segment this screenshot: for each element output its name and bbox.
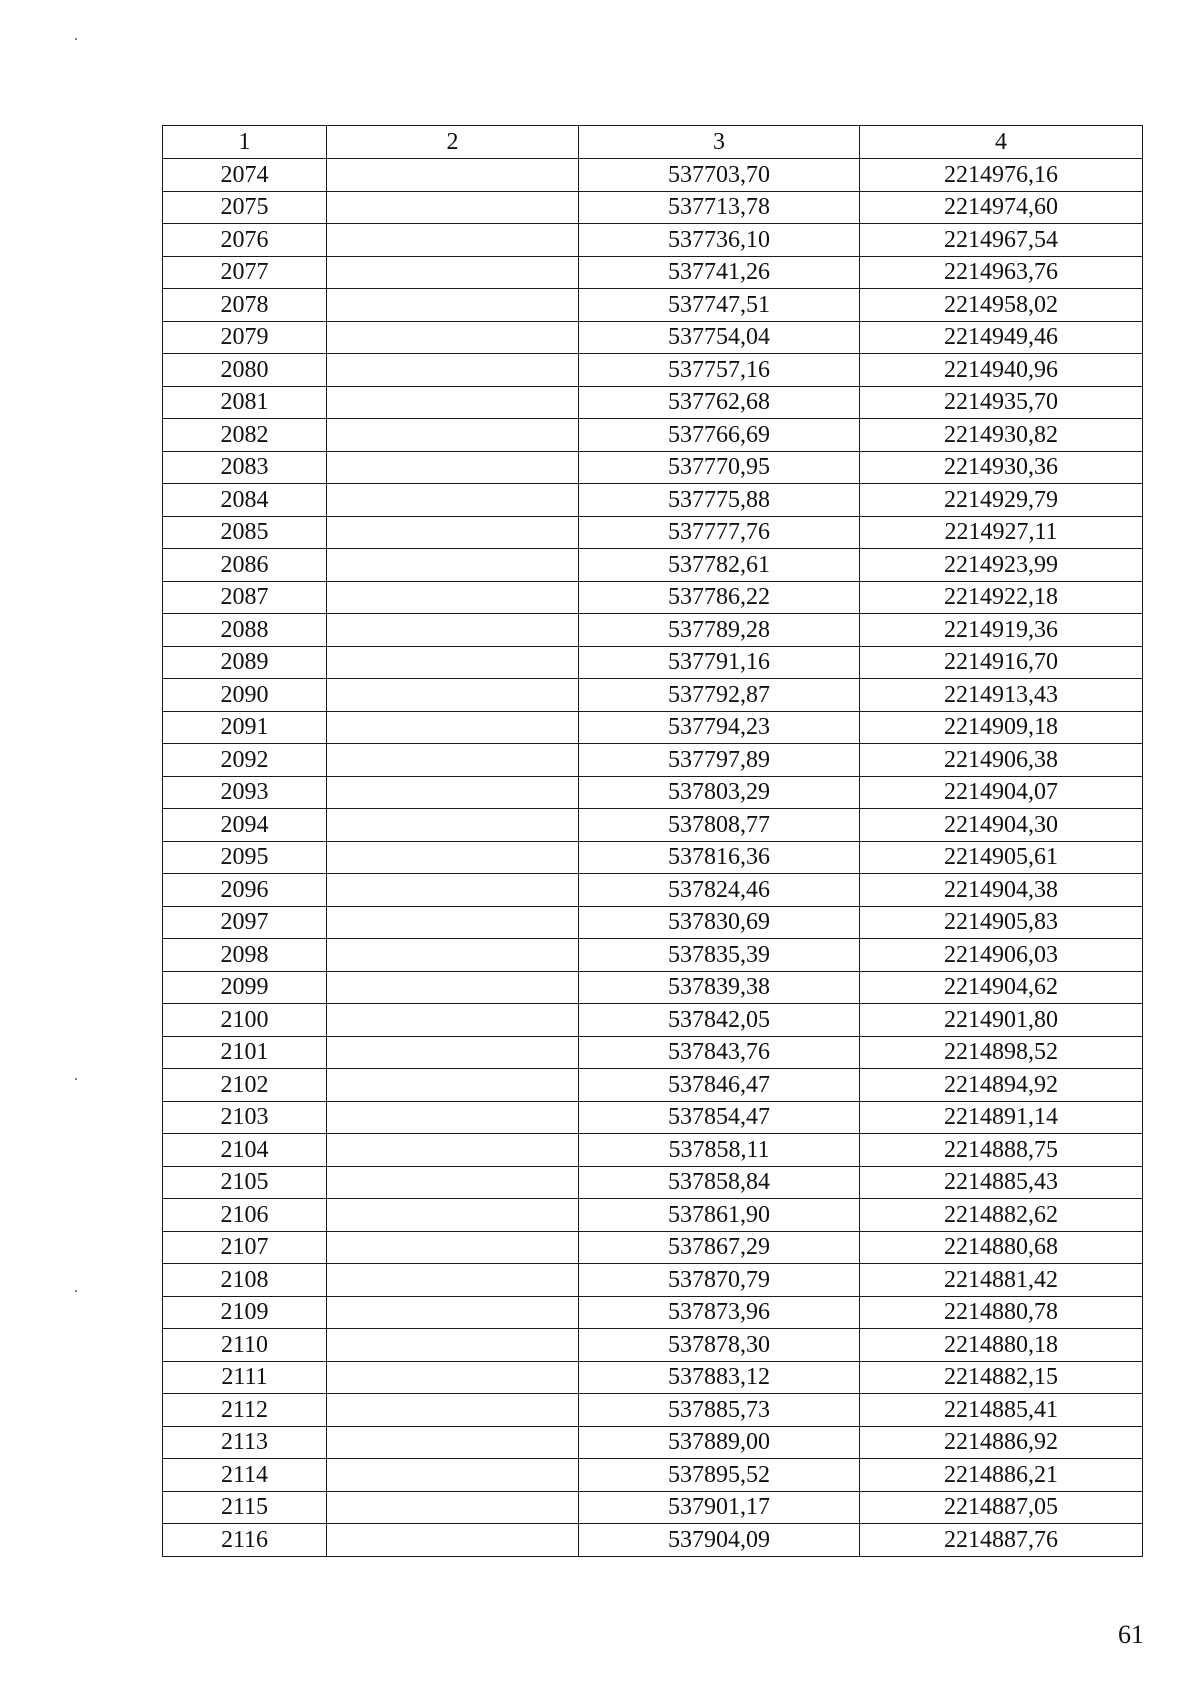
description-cell bbox=[327, 1199, 579, 1232]
table-row bbox=[163, 1199, 1143, 1232]
description-cell bbox=[327, 321, 579, 354]
table-row bbox=[163, 1394, 1143, 1427]
description-cell bbox=[327, 1134, 579, 1167]
point-number-cell: 2089 bbox=[163, 646, 327, 679]
scan-speck bbox=[75, 1290, 77, 1292]
table-row bbox=[163, 841, 1143, 874]
point-number-cell: 2086 bbox=[163, 549, 327, 582]
y-coordinate-cell: 2214887,05 bbox=[860, 1491, 1143, 1524]
y-coordinate-cell: 2214880,18 bbox=[860, 1329, 1143, 1362]
y-coordinate-cell: 2214887,76 bbox=[860, 1524, 1143, 1557]
point-number-cell: 2091 bbox=[163, 711, 327, 744]
table-row bbox=[163, 776, 1143, 809]
table-row bbox=[163, 1004, 1143, 1037]
table-row bbox=[163, 386, 1143, 419]
x-coordinate-cell: 537842,05 bbox=[579, 1004, 860, 1037]
y-coordinate-cell: 2214913,43 bbox=[860, 679, 1143, 712]
y-coordinate-cell: 2214922,18 bbox=[860, 581, 1143, 614]
table-row bbox=[163, 874, 1143, 907]
description-cell bbox=[327, 1459, 579, 1492]
description-cell bbox=[327, 191, 579, 224]
y-coordinate-cell: 2214891,14 bbox=[860, 1101, 1143, 1134]
table-row bbox=[163, 1231, 1143, 1264]
table-row bbox=[163, 451, 1143, 484]
description-cell bbox=[327, 354, 579, 387]
description-cell bbox=[327, 1231, 579, 1264]
description-cell bbox=[327, 874, 579, 907]
description-cell bbox=[327, 516, 579, 549]
table-row bbox=[163, 321, 1143, 354]
y-coordinate-cell: 2214940,96 bbox=[860, 354, 1143, 387]
column-header: 3 bbox=[579, 126, 860, 159]
y-coordinate-cell: 2214886,21 bbox=[860, 1459, 1143, 1492]
x-coordinate-cell: 537762,68 bbox=[579, 386, 860, 419]
description-cell bbox=[327, 581, 579, 614]
x-coordinate-cell: 537854,47 bbox=[579, 1101, 860, 1134]
description-cell bbox=[327, 1524, 579, 1557]
description-cell bbox=[327, 614, 579, 647]
y-coordinate-cell: 2214909,18 bbox=[860, 711, 1143, 744]
x-coordinate-cell: 537889,00 bbox=[579, 1426, 860, 1459]
description-cell bbox=[327, 1426, 579, 1459]
table-row bbox=[163, 1491, 1143, 1524]
description-cell bbox=[327, 1296, 579, 1329]
x-coordinate-cell: 537858,11 bbox=[579, 1134, 860, 1167]
description-cell bbox=[327, 1069, 579, 1102]
point-number-cell: 2081 bbox=[163, 386, 327, 419]
description-cell bbox=[327, 906, 579, 939]
point-number-cell: 2076 bbox=[163, 224, 327, 257]
description-cell bbox=[327, 711, 579, 744]
y-coordinate-cell: 2214929,79 bbox=[860, 484, 1143, 517]
x-coordinate-cell: 537904,09 bbox=[579, 1524, 860, 1557]
x-coordinate-cell: 537766,69 bbox=[579, 419, 860, 452]
point-number-cell: 2115 bbox=[163, 1491, 327, 1524]
x-coordinate-cell: 537846,47 bbox=[579, 1069, 860, 1102]
x-coordinate-cell: 537835,39 bbox=[579, 939, 860, 972]
description-cell bbox=[327, 1329, 579, 1362]
x-coordinate-cell: 537816,36 bbox=[579, 841, 860, 874]
x-coordinate-cell: 537747,51 bbox=[579, 289, 860, 322]
point-number-cell: 2113 bbox=[163, 1426, 327, 1459]
description-cell bbox=[327, 1004, 579, 1037]
table-row bbox=[163, 419, 1143, 452]
x-coordinate-cell: 537878,30 bbox=[579, 1329, 860, 1362]
description-cell bbox=[327, 549, 579, 582]
x-coordinate-cell: 537873,96 bbox=[579, 1296, 860, 1329]
point-number-cell: 2094 bbox=[163, 809, 327, 842]
x-coordinate-cell: 537703,70 bbox=[579, 159, 860, 192]
description-cell bbox=[327, 1264, 579, 1297]
table-row bbox=[163, 614, 1143, 647]
description-cell bbox=[327, 1361, 579, 1394]
description-cell bbox=[327, 419, 579, 452]
y-coordinate-cell: 2214927,11 bbox=[860, 516, 1143, 549]
x-coordinate-cell: 537792,87 bbox=[579, 679, 860, 712]
table-row bbox=[163, 1069, 1143, 1102]
x-coordinate-cell: 537794,23 bbox=[579, 711, 860, 744]
point-number-cell: 2103 bbox=[163, 1101, 327, 1134]
x-coordinate-cell: 537858,84 bbox=[579, 1166, 860, 1199]
x-coordinate-cell: 537824,46 bbox=[579, 874, 860, 907]
point-number-cell: 2095 bbox=[163, 841, 327, 874]
x-coordinate-cell: 537901,17 bbox=[579, 1491, 860, 1524]
table-row bbox=[163, 581, 1143, 614]
table-row bbox=[163, 1036, 1143, 1069]
point-number-cell: 2088 bbox=[163, 614, 327, 647]
point-number-cell: 2090 bbox=[163, 679, 327, 712]
point-number-cell: 2077 bbox=[163, 256, 327, 289]
table-row bbox=[163, 289, 1143, 322]
description-cell bbox=[327, 841, 579, 874]
description-cell bbox=[327, 1036, 579, 1069]
point-number-cell: 2109 bbox=[163, 1296, 327, 1329]
y-coordinate-cell: 2214882,62 bbox=[860, 1199, 1143, 1232]
column-header: 2 bbox=[327, 126, 579, 159]
description-cell bbox=[327, 386, 579, 419]
x-coordinate-cell: 537803,29 bbox=[579, 776, 860, 809]
table-row bbox=[163, 1459, 1143, 1492]
point-number-cell: 2097 bbox=[163, 906, 327, 939]
point-number-cell: 2092 bbox=[163, 744, 327, 777]
y-coordinate-cell: 2214901,80 bbox=[860, 1004, 1143, 1037]
description-cell bbox=[327, 289, 579, 322]
description-cell bbox=[327, 744, 579, 777]
y-coordinate-cell: 2214886,92 bbox=[860, 1426, 1143, 1459]
table-row bbox=[163, 1361, 1143, 1394]
column-header: 4 bbox=[860, 126, 1143, 159]
x-coordinate-cell: 537843,76 bbox=[579, 1036, 860, 1069]
table-row bbox=[163, 256, 1143, 289]
description-cell bbox=[327, 1166, 579, 1199]
description-cell bbox=[327, 159, 579, 192]
y-coordinate-cell: 2214888,75 bbox=[860, 1134, 1143, 1167]
description-cell bbox=[327, 646, 579, 679]
table-row bbox=[163, 354, 1143, 387]
point-number-cell: 2107 bbox=[163, 1231, 327, 1264]
point-number-cell: 2101 bbox=[163, 1036, 327, 1069]
scan-speck bbox=[75, 1078, 77, 1080]
x-coordinate-cell: 537830,69 bbox=[579, 906, 860, 939]
point-number-cell: 2082 bbox=[163, 419, 327, 452]
y-coordinate-cell: 2214904,38 bbox=[860, 874, 1143, 907]
table-row bbox=[163, 516, 1143, 549]
y-coordinate-cell: 2214963,76 bbox=[860, 256, 1143, 289]
x-coordinate-cell: 537736,10 bbox=[579, 224, 860, 257]
point-number-cell: 2087 bbox=[163, 581, 327, 614]
y-coordinate-cell: 2214905,61 bbox=[860, 841, 1143, 874]
table-row bbox=[163, 191, 1143, 224]
x-coordinate-cell: 537770,95 bbox=[579, 451, 860, 484]
y-coordinate-cell: 2214904,62 bbox=[860, 971, 1143, 1004]
point-number-cell: 2074 bbox=[163, 159, 327, 192]
y-coordinate-cell: 2214904,30 bbox=[860, 809, 1143, 842]
table-row bbox=[163, 809, 1143, 842]
table-row bbox=[163, 1426, 1143, 1459]
x-coordinate-cell: 537870,79 bbox=[579, 1264, 860, 1297]
y-coordinate-cell: 2214881,42 bbox=[860, 1264, 1143, 1297]
description-cell bbox=[327, 256, 579, 289]
description-cell bbox=[327, 1491, 579, 1524]
y-coordinate-cell: 2214894,92 bbox=[860, 1069, 1143, 1102]
x-coordinate-cell: 537775,88 bbox=[579, 484, 860, 517]
table-row bbox=[163, 971, 1143, 1004]
y-coordinate-cell: 2214904,07 bbox=[860, 776, 1143, 809]
y-coordinate-cell: 2214880,78 bbox=[860, 1296, 1143, 1329]
y-coordinate-cell: 2214919,36 bbox=[860, 614, 1143, 647]
description-cell bbox=[327, 1394, 579, 1427]
x-coordinate-cell: 537883,12 bbox=[579, 1361, 860, 1394]
y-coordinate-cell: 2214923,99 bbox=[860, 549, 1143, 582]
table-row bbox=[163, 744, 1143, 777]
point-number-cell: 2075 bbox=[163, 191, 327, 224]
y-coordinate-cell: 2214882,15 bbox=[860, 1361, 1143, 1394]
x-coordinate-cell: 537786,22 bbox=[579, 581, 860, 614]
y-coordinate-cell: 2214935,70 bbox=[860, 386, 1143, 419]
y-coordinate-cell: 2214949,46 bbox=[860, 321, 1143, 354]
description-cell bbox=[327, 451, 579, 484]
point-number-cell: 2085 bbox=[163, 516, 327, 549]
point-number-cell: 2105 bbox=[163, 1166, 327, 1199]
point-number-cell: 2114 bbox=[163, 1459, 327, 1492]
point-number-cell: 2098 bbox=[163, 939, 327, 972]
point-number-cell: 2078 bbox=[163, 289, 327, 322]
y-coordinate-cell: 2214974,60 bbox=[860, 191, 1143, 224]
y-coordinate-cell: 2214885,43 bbox=[860, 1166, 1143, 1199]
table-row bbox=[163, 224, 1143, 257]
description-cell bbox=[327, 224, 579, 257]
table-row bbox=[163, 159, 1143, 192]
table-row bbox=[163, 1264, 1143, 1297]
point-number-cell: 2102 bbox=[163, 1069, 327, 1102]
y-coordinate-cell: 2214967,54 bbox=[860, 224, 1143, 257]
point-number-cell: 2079 bbox=[163, 321, 327, 354]
y-coordinate-cell: 2214880,68 bbox=[860, 1231, 1143, 1264]
table-row bbox=[163, 939, 1143, 972]
y-coordinate-cell: 2214916,70 bbox=[860, 646, 1143, 679]
table-header-row bbox=[163, 126, 1143, 159]
y-coordinate-cell: 2214958,02 bbox=[860, 289, 1143, 322]
point-number-cell: 2110 bbox=[163, 1329, 327, 1362]
x-coordinate-cell: 537741,26 bbox=[579, 256, 860, 289]
x-coordinate-cell: 537861,90 bbox=[579, 1199, 860, 1232]
description-cell bbox=[327, 776, 579, 809]
x-coordinate-cell: 537754,04 bbox=[579, 321, 860, 354]
table-row bbox=[163, 549, 1143, 582]
point-number-cell: 2106 bbox=[163, 1199, 327, 1232]
point-number-cell: 2096 bbox=[163, 874, 327, 907]
column-header: 1 bbox=[163, 126, 327, 159]
table-row bbox=[163, 1296, 1143, 1329]
table-row bbox=[163, 646, 1143, 679]
table-row bbox=[163, 679, 1143, 712]
y-coordinate-cell: 2214906,38 bbox=[860, 744, 1143, 777]
point-number-cell: 2116 bbox=[163, 1524, 327, 1557]
x-coordinate-cell: 537867,29 bbox=[579, 1231, 860, 1264]
coordinates-table bbox=[162, 125, 1143, 1557]
x-coordinate-cell: 537757,16 bbox=[579, 354, 860, 387]
page-number: 61 bbox=[1118, 1620, 1144, 1649]
x-coordinate-cell: 537895,52 bbox=[579, 1459, 860, 1492]
description-cell bbox=[327, 939, 579, 972]
y-coordinate-cell: 2214930,36 bbox=[860, 451, 1143, 484]
x-coordinate-cell: 537782,61 bbox=[579, 549, 860, 582]
y-coordinate-cell: 2214898,52 bbox=[860, 1036, 1143, 1069]
y-coordinate-cell: 2214976,16 bbox=[860, 159, 1143, 192]
point-number-cell: 2100 bbox=[163, 1004, 327, 1037]
point-number-cell: 2083 bbox=[163, 451, 327, 484]
table-row bbox=[163, 1166, 1143, 1199]
point-number-cell: 2093 bbox=[163, 776, 327, 809]
point-number-cell: 2108 bbox=[163, 1264, 327, 1297]
description-cell bbox=[327, 809, 579, 842]
point-number-cell: 2111 bbox=[163, 1361, 327, 1394]
x-coordinate-cell: 537791,16 bbox=[579, 646, 860, 679]
x-coordinate-cell: 537777,76 bbox=[579, 516, 860, 549]
x-coordinate-cell: 537885,73 bbox=[579, 1394, 860, 1427]
table-row bbox=[163, 484, 1143, 517]
table-row bbox=[163, 711, 1143, 744]
x-coordinate-cell: 537808,77 bbox=[579, 809, 860, 842]
x-coordinate-cell: 537797,89 bbox=[579, 744, 860, 777]
y-coordinate-cell: 2214906,03 bbox=[860, 939, 1143, 972]
description-cell bbox=[327, 971, 579, 1004]
y-coordinate-cell: 2214885,41 bbox=[860, 1394, 1143, 1427]
table-row bbox=[163, 906, 1143, 939]
table-row bbox=[163, 1134, 1143, 1167]
description-cell bbox=[327, 484, 579, 517]
point-number-cell: 2112 bbox=[163, 1394, 327, 1427]
point-number-cell: 2104 bbox=[163, 1134, 327, 1167]
point-number-cell: 2084 bbox=[163, 484, 327, 517]
table-row bbox=[163, 1329, 1143, 1362]
point-number-cell: 2099 bbox=[163, 971, 327, 1004]
table-row bbox=[163, 1101, 1143, 1134]
x-coordinate-cell: 537789,28 bbox=[579, 614, 860, 647]
description-cell bbox=[327, 679, 579, 712]
x-coordinate-cell: 537839,38 bbox=[579, 971, 860, 1004]
point-number-cell: 2080 bbox=[163, 354, 327, 387]
table-body bbox=[163, 159, 1143, 1557]
description-cell bbox=[327, 1101, 579, 1134]
table-row bbox=[163, 1524, 1143, 1557]
y-coordinate-cell: 2214905,83 bbox=[860, 906, 1143, 939]
scan-speck bbox=[75, 38, 77, 40]
x-coordinate-cell: 537713,78 bbox=[579, 191, 860, 224]
y-coordinate-cell: 2214930,82 bbox=[860, 419, 1143, 452]
